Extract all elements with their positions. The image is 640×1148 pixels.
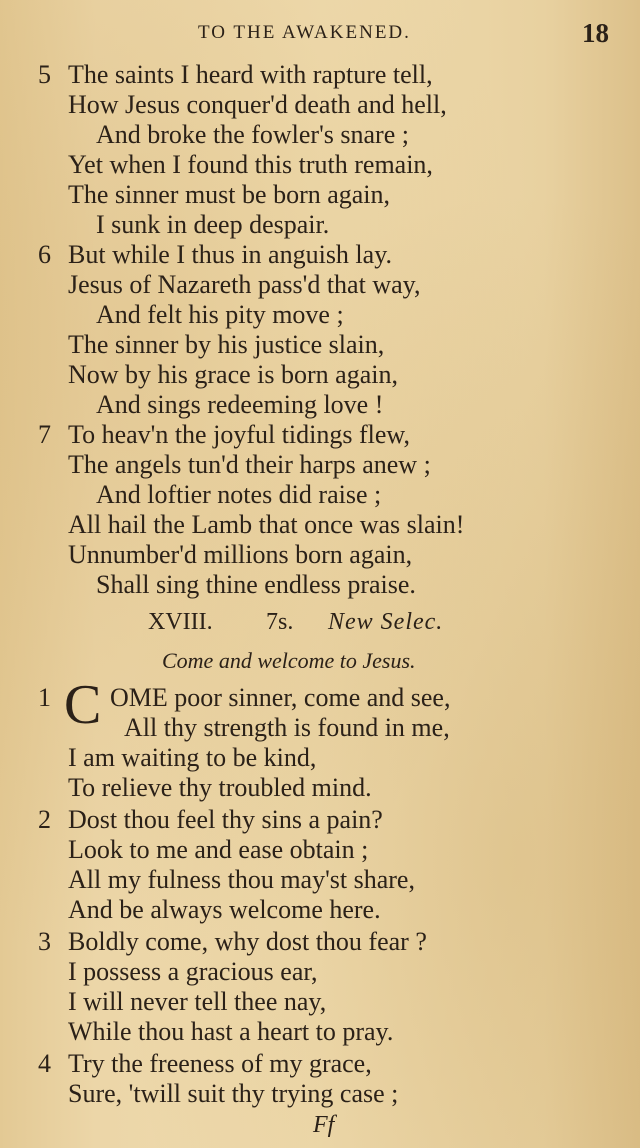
stanza-number: 1 [38,683,51,712]
verse-line: And broke the fowler's snare ; [96,120,409,149]
hymn-meter: 7s. [266,609,294,635]
verse-line: Yet when I found this truth remain, [68,150,433,179]
verse-line: All thy strength is found in me, [124,713,450,742]
page-header [0,18,640,50]
stanza-number: 3 [38,927,51,956]
verse-line: I am waiting to be kind, [68,743,317,772]
stanza-number: 2 [38,805,51,834]
verse-line: I sunk in deep despair. [96,210,330,239]
stanza-number: 6 [38,240,51,269]
verse-line: Unnumber'd millions born again, [68,540,413,569]
hymn-heading [148,609,508,639]
drop-cap: C [64,674,102,736]
verse-line: To relieve thy troubled mind. [68,773,372,802]
verse-line: To heav'n the joyful tidings flew, [68,420,410,449]
stanza-number: 4 [38,1049,51,1078]
verse-line: And be always welcome here. [68,895,381,924]
verse-line: Shall sing thine endless praise. [96,570,416,599]
verse-line: Sure, 'twill suit thy trying case ; [68,1079,399,1108]
verse-line: But while I thus in anguish lay. [68,240,393,269]
hymn-number: XVIII. [148,609,213,635]
verse-line: Now by his grace is born again, [68,360,398,389]
verse-line: Dost thou feel thy sins a pain? [68,805,383,834]
stanza-number: 7 [38,420,51,449]
verse-line: Jesus of Nazareth pass'd that way, [68,270,421,299]
verse-line: Look to me and ease obtain ; [68,835,369,864]
verse-line: I possess a gracious ear, [68,957,318,986]
verse-line: How Jesus conquer'd death and hell, [68,90,447,119]
running-head: TO THE AWAKENED. [198,22,411,43]
verse-line: All hail the Lamb that once was slain! [68,510,465,539]
signature-mark: Ff [313,1112,335,1138]
verse-line: And felt his pity move ; [96,300,344,329]
verse-line: The angels tun'd their harps anew ; [68,450,431,479]
page-number: 18 [582,18,609,48]
hymn-subtitle: Come and welcome to Jesus. [162,648,416,673]
verse-line: OME poor sinner, come and see, [110,683,451,712]
verse-line: And sings redeeming love ! [96,390,384,419]
verse-line: I will never tell thee nay, [68,987,327,1016]
verse-line: Boldly come, why dost thou fear ? [68,927,427,956]
verse-line: Try the freeness of my grace, [68,1049,372,1078]
verse-line: The saints I heard with rapture tell, [68,60,433,89]
verse-line: And loftier notes did raise ; [96,480,382,509]
verse-line: While thou hast a heart to pray. [68,1017,394,1046]
stanza-number: 5 [38,60,51,89]
hymn-tune: New Selec. [328,609,444,635]
verse-line: All my fulness thou may'st share, [68,865,415,894]
verse-line: The sinner by his justice slain, [68,330,385,359]
verse-line: The sinner must be born again, [68,180,391,209]
